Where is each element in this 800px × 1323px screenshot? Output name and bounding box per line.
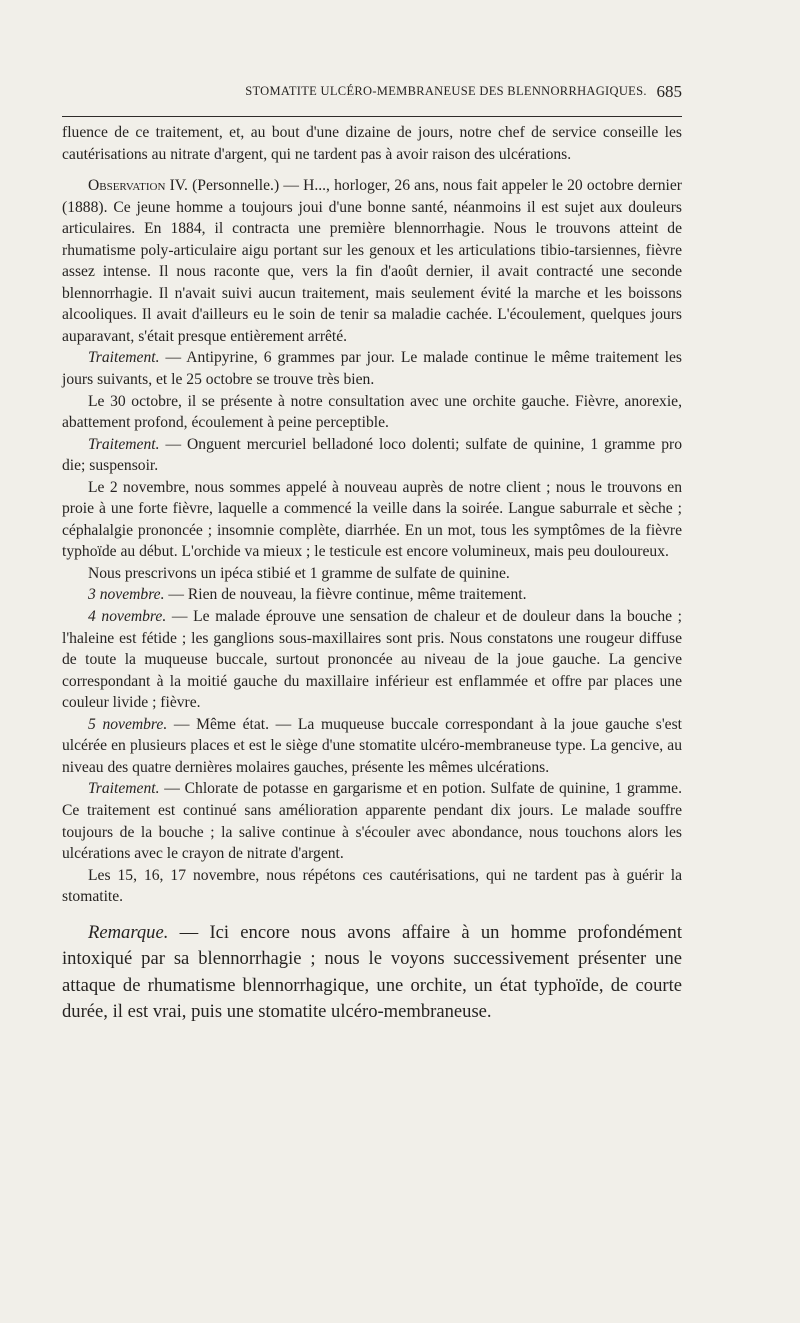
paragraph: fluence de ce traitement, et, au bout d'une dizaine de jours, notre chef de service conseille les cautérisations au nitrate d'argent, qui ne tardent pas à avoir raison des ulcérations.	[62, 124, 682, 163]
paragraph: Traitement. — Chlorate de potasse en gargarisme et en potion. Sulfate de quinine, 1 gramme. Ce traitement est continué sans amélioration apparente pendant dix jours. Le malade souffre toujours de la bouche ; la salive continue à s'écouler avec abondance, nous touchons alors les ulcérations avec le crayon de nitrate d'argent.	[62, 780, 682, 863]
paragraph: 3 novembre. — Rien de nouveau, la fièvre continue, même traitement.	[88, 586, 527, 604]
remark-label: Remarque.	[88, 921, 169, 943]
paragraph: Le 30 octobre, il se présente à notre consultation avec une orchite gauche. Fièvre, anorexie, abattement profond, écoulement à peine perceptible.	[62, 392, 682, 432]
observation-paragraph: Observation IV. (Personnelle.) — H..., horloger, 26 ans, nous fait appeler le 20 octobre dernier (1888). Ce jeune homme a toujours joui d'une bonne santé, néanmoins il est sujet aux douleurs articulaires. En 1884, il contracta une première blennorrhagie. Nous le trouvons atteint de rhumatisme poly-articulaire aigu portant sur les genoux et les articulations tibio-tarsiennes, fièvre assez intense. Il nous raconte que, vers la fin d'août dernier, il avait contracté une seconde blennorrhagie. Il n'avait suivi aucun traitement, mais seulement évité la marche et les boissons alcooliques. Il avait d'ailleurs eu le soin de tenir sa maladie cachée. L'écoulement, quelques jours auparavant, s'était presque entièrement arrêté.	[62, 177, 682, 345]
page-number: 685	[656, 82, 682, 101]
page-body	[62, 122, 682, 1026]
remark-section	[62, 920, 682, 1026]
paragraph: Le 2 novembre, nous sommes appelé à nouveau auprès de notre client ; nous le trouvons en proie à une forte fièvre, laquelle a commencé la veille dans la soirée. Langue saburrale et sèche ; céphalalgie prononcée ; insomnie complète, diarrhée. En un mot, tous les symptômes de la fièvre typhoïde au début. L'orchide va mieux ; le testicule est encore volumineux, mais peu douloureux.	[62, 478, 682, 561]
date-label: 5 novembre.	[88, 715, 168, 733]
treatment-label: Traitement.	[88, 780, 160, 798]
paragraph: Nous prescrivons un ipéca stibié et 1 gramme de sulfate de quinine.	[88, 564, 510, 582]
treatment-label: Traitement.	[88, 349, 160, 367]
date-label: 3 novembre.	[88, 586, 165, 604]
treatment-label: Traitement.	[88, 435, 160, 453]
remark-paragraph: Remarque. — Ici encore nous avons affaire à un homme profondément intoxiqué par sa blennorrhagie ; nous le voyons successivement présenter une attaque de rhumatisme blennorrhagique, une orchite, un état typhoïde, de courte durée, il est vrai, puis une stomatite ulcéro-membraneuse.	[62, 921, 682, 1023]
date-label: 4 novembre.	[88, 608, 167, 626]
header-rule	[62, 116, 682, 117]
paragraph: 5 novembre. — Même état. — La muqueuse buccale correspondant à la joue gauche s'est ulcérée en plusieurs places et est le siège d'une stomatite ulcéro-membraneuse type. La gencive, au niveau des quatre dernières molaires gauches, présente les mêmes ulcérations.	[62, 715, 683, 776]
observation-label: Observation IV.	[88, 177, 188, 195]
running-title: STOMATITE ULCÉRO-MEMBRANEUSE DES BLENNORRHAGIQUES.	[245, 84, 647, 98]
paragraph: Traitement. — Onguent mercuriel belladoné loco dolenti; sulfate de quinine, 1 gramme pro die; suspensoir.	[62, 435, 682, 475]
paragraph: Les 15, 16, 17 novembre, nous répétons ces cautérisations, qui ne tardent pas à guérir la stomatite.	[62, 866, 682, 906]
paragraph: 4 novembre. — Le malade éprouve une sensation de chaleur et de douleur dans la bouche ; l'haleine est fétide ; les ganglions sous-maxillaires sont pris. Nous constatons une rougeur diffuse de toute la muqueuse buccale, surtout prononcée au niveau de la joue gauche. La gencive correspondant à la moitié gauche du maxillaire inférieur est enflammée et offre par places une couleur livide ; fièvre.	[62, 608, 683, 712]
paragraph: Traitement. — Antipyrine, 6 grammes par jour. Le malade continue le même traitement les jours suivants, et le 25 octobre se trouve très bien.	[62, 349, 682, 389]
